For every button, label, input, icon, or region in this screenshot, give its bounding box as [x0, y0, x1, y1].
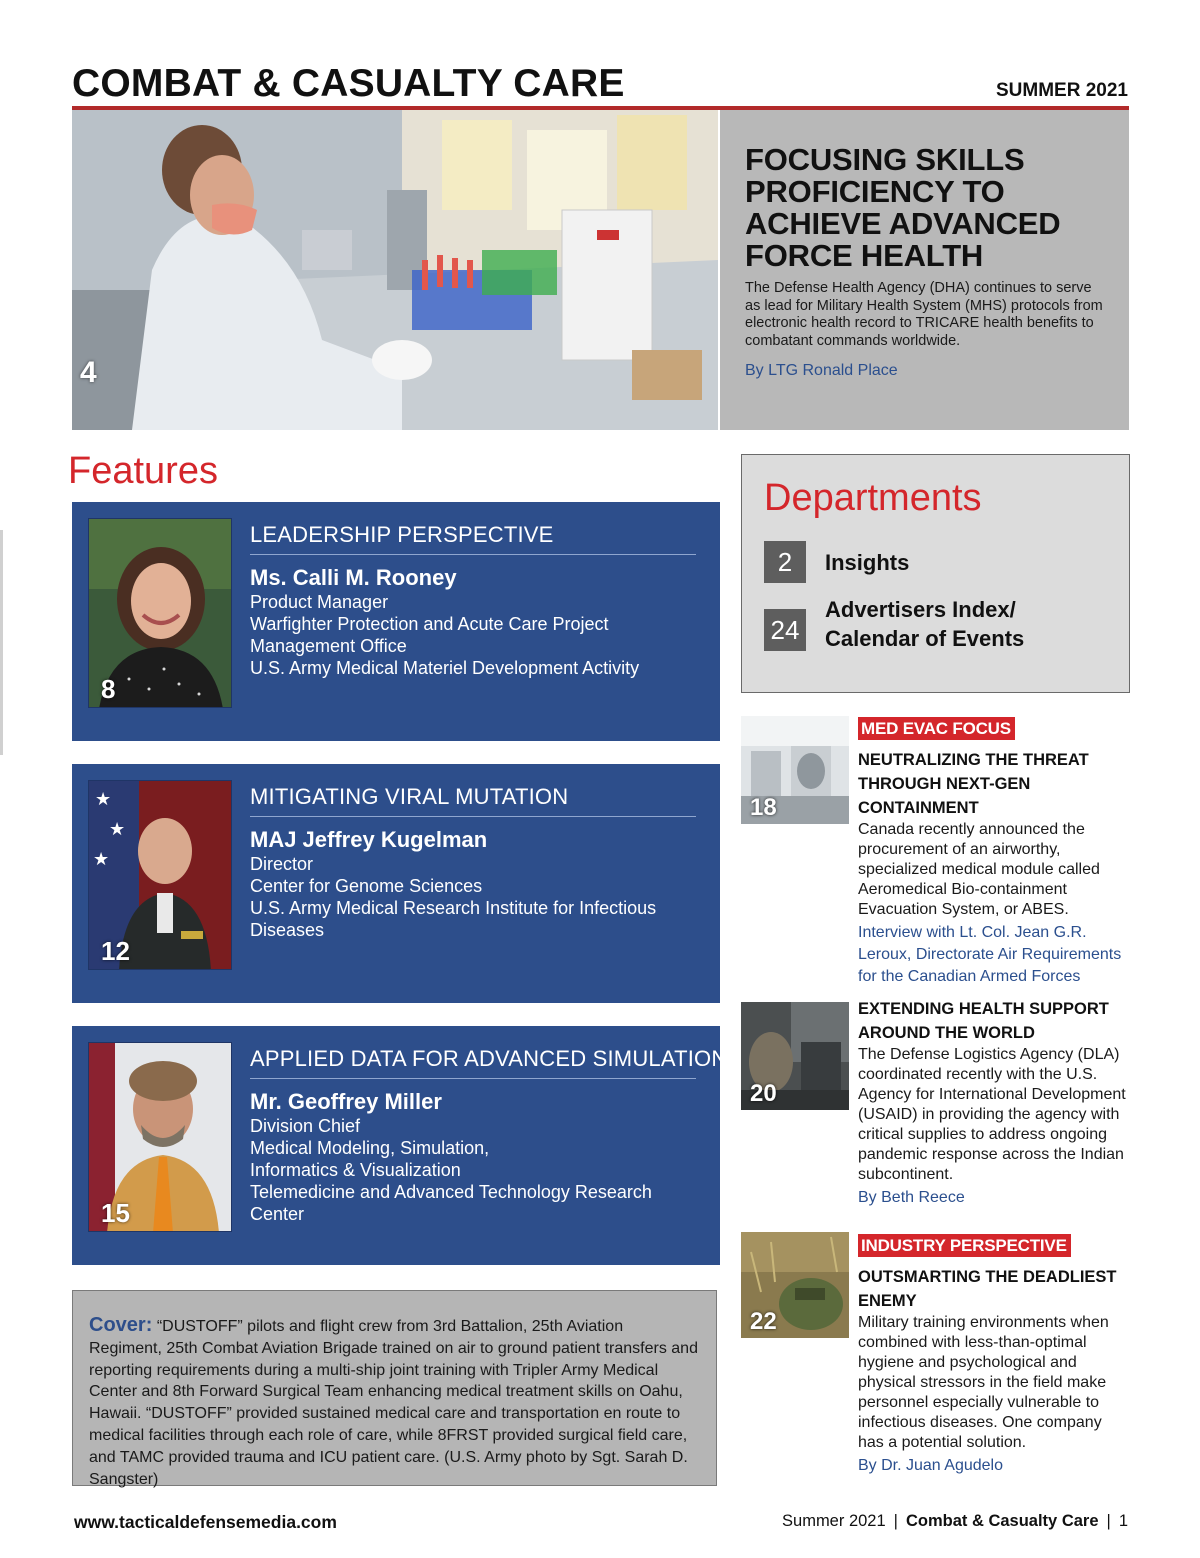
feature-organization: Telemedicine and Advanced Technology Research Center [250, 1182, 652, 1224]
footer-publication: Combat & Casualty Care [905, 1512, 1099, 1530]
feature-card-miller[interactable] [72, 1026, 728, 1265]
hero-photo[interactable] [72, 110, 718, 430]
dept-item-advertisers[interactable]: Advertisers Index/ Calendar of Events [825, 597, 1025, 651]
cover-caption [89, 1315, 700, 1490]
footer-folio: Summer 2021 | Combat & Casualty Care | 1 [782, 1512, 1128, 1530]
feature-text-kugelman [250, 784, 696, 941]
dept-page-number: 24 [764, 609, 806, 651]
feature-kicker: LEADERSHIP PERSPECTIVE [250, 522, 696, 555]
article-title[interactable]: NEUTRALIZING THE THREAT THROUGH NEXT-GEN CONTAINMENT [858, 751, 1089, 817]
feature-role: Division Chief [250, 1116, 361, 1136]
feature-name: Mr. Geoffrey Miller [250, 1089, 442, 1114]
article-byline: By Beth Reece [858, 1189, 965, 1206]
feature-role: Product Manager [250, 592, 389, 612]
article-body: Canada recently announced the procurement of an airworthy, specialized medical module called Aeromedical Bio-containment Evacuation System, or ABES. [858, 821, 1100, 918]
article-dla [858, 997, 1130, 1209]
article-page-number: 22 [750, 1308, 777, 1335]
article-page-number: 20 [750, 1080, 777, 1107]
hero-title[interactable]: FOCUSING SKILLS PROFICIENCY TO ACHIEVE ADVANCED FORCE HEALTH [745, 142, 1061, 273]
feature-photo-miller [88, 1042, 232, 1232]
feature-kicker: APPLIED DATA FOR ADVANCED SIMULATION [250, 1046, 696, 1079]
svg-text:★: ★ [93, 849, 110, 870]
article-thumb-dla[interactable] [741, 1002, 849, 1110]
issue-label: SUMMER 2021 [996, 80, 1128, 101]
hero-description: The Defense Health Agency (DHA) continues to serve as lead for Military Health System (MHS) protocols from electronic health record to TRICARE health benefits to combatant commands worldwide. [745, 280, 1103, 349]
feature-kicker: MITIGATING VIRAL MUTATION [250, 784, 696, 817]
svg-text:★: ★ [95, 789, 112, 810]
feature-page-number: 12 [101, 936, 130, 966]
article-industry [858, 1234, 1130, 1477]
departments-box [741, 454, 1130, 693]
article-tag: MED EVAC FOCUS [858, 717, 1015, 740]
article-body: The Defense Logistics Agency (DLA) coordinated recently with the U.S. Agency for International Development (USAID) in providing the agency with critical supplies to address ongoing pandemic response across the Indian subcontinent. [858, 1046, 1126, 1183]
dept-page-number: 2 [764, 541, 806, 583]
article-thumb-industry[interactable] [741, 1232, 849, 1338]
hero-panel [720, 110, 1129, 430]
feature-organization: U.S. Army Medical Research Institute for Infectious Diseases [250, 898, 657, 940]
features-heading: Features [68, 450, 218, 492]
svg-text:★: ★ [109, 819, 126, 840]
article-title[interactable]: EXTENDING HEALTH SUPPORT AROUND THE WORLD [858, 1000, 1109, 1042]
article-page-number: 18 [750, 794, 777, 821]
article-byline: By Dr. Juan Agudelo [858, 1457, 1003, 1474]
feature-text-rooney [250, 522, 696, 679]
feature-name: Ms. Calli M. Rooney [250, 565, 457, 590]
cover-caption-box [72, 1290, 717, 1486]
article-medevac [858, 717, 1130, 988]
footer-page-number: 1 [1118, 1512, 1128, 1530]
feature-name: MAJ Jeffrey Kugelman [250, 827, 488, 852]
feature-role: Director [250, 854, 314, 874]
feature-text-miller [250, 1046, 728, 1225]
magazine-title: COMBAT & CASUALTY CARE [72, 62, 625, 105]
feature-photo-kugelman [88, 780, 232, 970]
footer-website-link[interactable]: www.tacticaldefensemedia.com [74, 1512, 337, 1532]
dept-item-insights[interactable]: Insights [825, 550, 910, 575]
article-title[interactable]: OUTSMARTING THE DEADLIEST ENEMY [858, 1268, 1117, 1310]
departments-heading: Departments [764, 477, 982, 519]
hero-byline: By LTG Ronald Place [745, 362, 898, 379]
feature-photo-rooney [88, 518, 232, 708]
feature-page-number: 15 [101, 1198, 130, 1228]
footer-issue: Summer 2021 [782, 1512, 886, 1530]
article-byline: Interview with Lt. Col. Jean G.R. Leroux, Directorate Air Requirements for the Canadian Armed Forces [858, 924, 1122, 985]
feature-page-number: 8 [101, 674, 116, 704]
article-thumb-medevac[interactable] [741, 716, 849, 824]
feature-office-cont: Informatics & Visualization [250, 1160, 461, 1180]
feature-card-rooney[interactable] [72, 502, 720, 741]
page-edge-mark [0, 530, 3, 755]
feature-organization: U.S. Army Medical Materiel Development Activity [250, 658, 640, 678]
cover-label: Cover: [89, 1314, 153, 1336]
feature-card-kugelman[interactable] [72, 764, 720, 1003]
feature-office: Medical Modeling, Simulation, [250, 1138, 490, 1158]
article-tag: INDUSTRY PERSPECTIVE [858, 1234, 1071, 1257]
cover-text: “DUSTOFF” pilots and flight crew from 3rd Battalion, 25th Aviation Regiment, 25th Combat Aviation Brigade trained on air to ground patient transfers and reporting requirements during a multi-ship joint training with Tripler Army Medical Center and 8th Forward Surgical Team enhancing medical treatment skills on Oahu, Hawaii. “DUSTOFF” provided sustained medical care and transportation en route to medical facilities through each role of care, while 8FRST provided surgical field care, and TAMC provided trauma and ICU patient care. (U.S. Army photo by Sgt. Sarah D. Sangster) [89, 1318, 698, 1488]
feature-office: Center for Genome Sciences [250, 876, 483, 896]
lab-scene-illustration [72, 110, 718, 430]
feature-office: Warfighter Protection and Acute Care Project Management Office [250, 614, 609, 656]
hero-page-number: 4 [80, 356, 97, 389]
article-body: Military training environments when combined with less-than-optimal hygiene and psychological and physical stressors in the field make personnel especially vulnerable to infectious diseases. One company has a potential solution. [858, 1314, 1109, 1451]
